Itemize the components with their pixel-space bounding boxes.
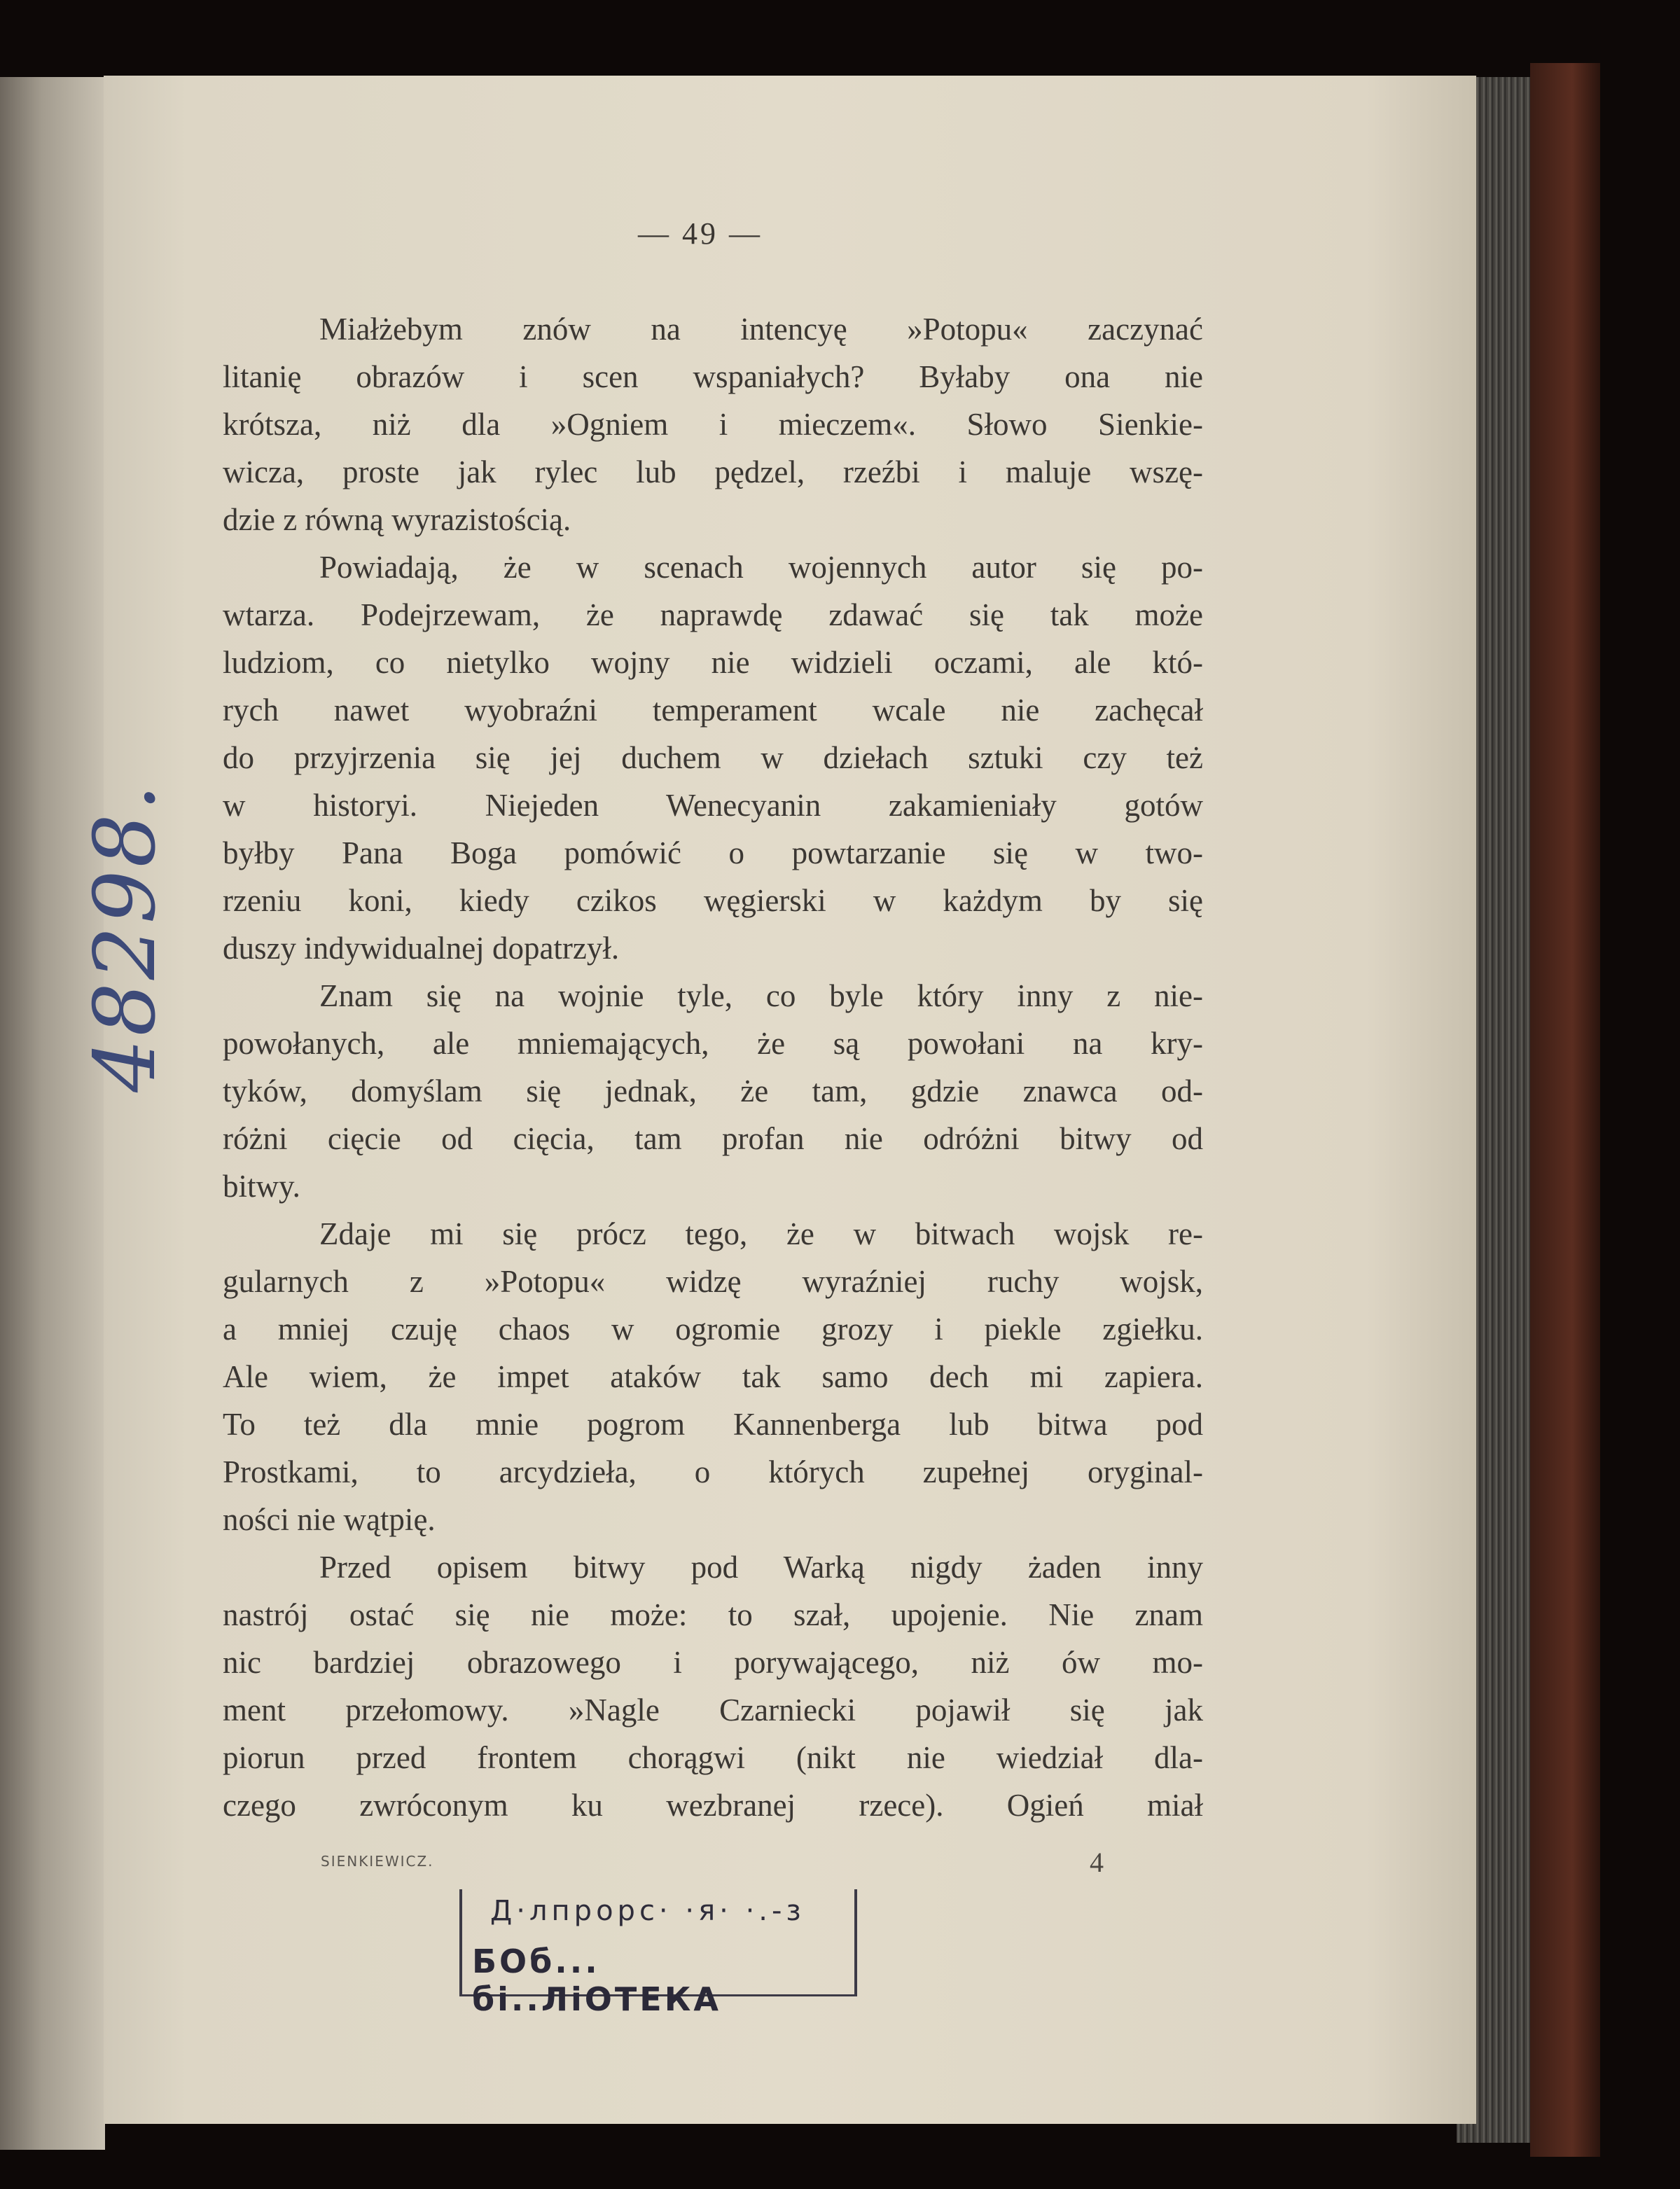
text-line: różni cięcie od cięcia, tam profan nie odróżni bitwy od xyxy=(223,1121,1203,1156)
text-line: duszy indywidualnej dopatrzył. xyxy=(223,931,620,966)
text-line: do przyjrzenia się jej duchem w dziełach sztuki czy też xyxy=(223,740,1203,775)
stamp-line-1: Д·лпрорс· ·я· ·.-з xyxy=(490,1895,805,1927)
text-line: bitwy. xyxy=(223,1169,300,1204)
text-line: krótsza, niż dla »Ogniem i mieczem«. Słowo Sienkie- xyxy=(223,407,1203,442)
text-line: byłby Pana Boga pomówić o powtarzanie się w two- xyxy=(223,835,1203,870)
text-line: wtarza. Podejrzewam, że naprawdę zdawać się tak może xyxy=(223,597,1203,632)
text-line: Ale wiem, że impet ataków tak samo dech mi zapiera. xyxy=(223,1359,1203,1394)
text-line: nastrój ostać się nie może: to szał, upojenie. Nie znam xyxy=(223,1597,1203,1632)
text-line: wicza, proste jak rylec lub pędzel, rzeźbi i maluje wszę- xyxy=(223,454,1203,489)
text-line: Zdaje mi się prócz tego, że w bitwach wojsk re- xyxy=(319,1216,1203,1251)
text-line: piorun przed frontem chorągwi (nikt nie wiedział dla- xyxy=(223,1740,1203,1775)
text-line: w historyi. Niejeden Wenecyanin zakamieniały gotów xyxy=(223,788,1203,823)
text-line: litanię obrazów i scen wspaniałych? Byłaby ona nie xyxy=(223,359,1203,394)
text-line: gularnych z »Potopu« widzę wyraźniej ruchy wojsk, xyxy=(223,1264,1203,1299)
text-line: tyków, domyślam się jednak, że tam, gdzie znawca od- xyxy=(223,1073,1203,1109)
text-line: a mniej czuję chaos w ogromie grozy i piekle zgiełku. xyxy=(223,1312,1203,1347)
library-stamp xyxy=(459,1889,857,2018)
text-line: Powiadają, że w scenach wojennych autor się po- xyxy=(319,550,1203,585)
page-number: — 49 — xyxy=(638,216,763,251)
text-line: czego zwróconym ku wezbranej rzece). Ogień miał xyxy=(223,1788,1203,1823)
text-line: Miałżebym znów na intencyę »Potopu« zaczynać xyxy=(319,312,1203,347)
book-cover-edge xyxy=(1530,63,1600,2157)
text-line: ności nie wątpię. xyxy=(223,1502,436,1537)
left-page-edge xyxy=(0,77,105,2150)
text-line: rych nawet wyobraźni temperament wcale nie zachęcał xyxy=(223,693,1203,728)
text-line: nic bardziej obrazowego i porywającego, niż ów mo- xyxy=(223,1645,1203,1680)
text-line: Przed opisem bitwy pod Warką nigdy żaden inny xyxy=(319,1550,1203,1585)
handwritten-shelfmark: 48298. xyxy=(77,781,174,1092)
text-line: ludziom, co nietylko wojny nie widzieli oczami, ale któ- xyxy=(223,645,1203,680)
text-line: Znam się na wojnie tyle, co byle który inny z nie- xyxy=(319,978,1203,1013)
sheet-number: 4 xyxy=(1090,1847,1104,1878)
text-line: ment przełomowy. »Nagle Czarniecki pojawił się jak xyxy=(223,1693,1203,1728)
signature-mark: SIENKIEWICZ. xyxy=(321,1853,434,1870)
text-line: powołanych, ale mniemających, że są powołani na kry- xyxy=(223,1026,1203,1061)
page-body xyxy=(223,305,1203,1829)
text-line: rzeniu koni, kiedy czikos węgierski w każdym by się xyxy=(223,883,1203,918)
text-line: To też dla mnie pogrom Kannenberga lub bitwa pod xyxy=(223,1407,1203,1442)
text-line: dzie z równą wyrazistością. xyxy=(223,502,571,537)
text-line: Prostkami, to arcydzieła, o których zupełnej oryginal- xyxy=(223,1454,1203,1489)
stamp-line-2: БОб... бі..ЛіОТЕКА xyxy=(472,1943,721,2018)
